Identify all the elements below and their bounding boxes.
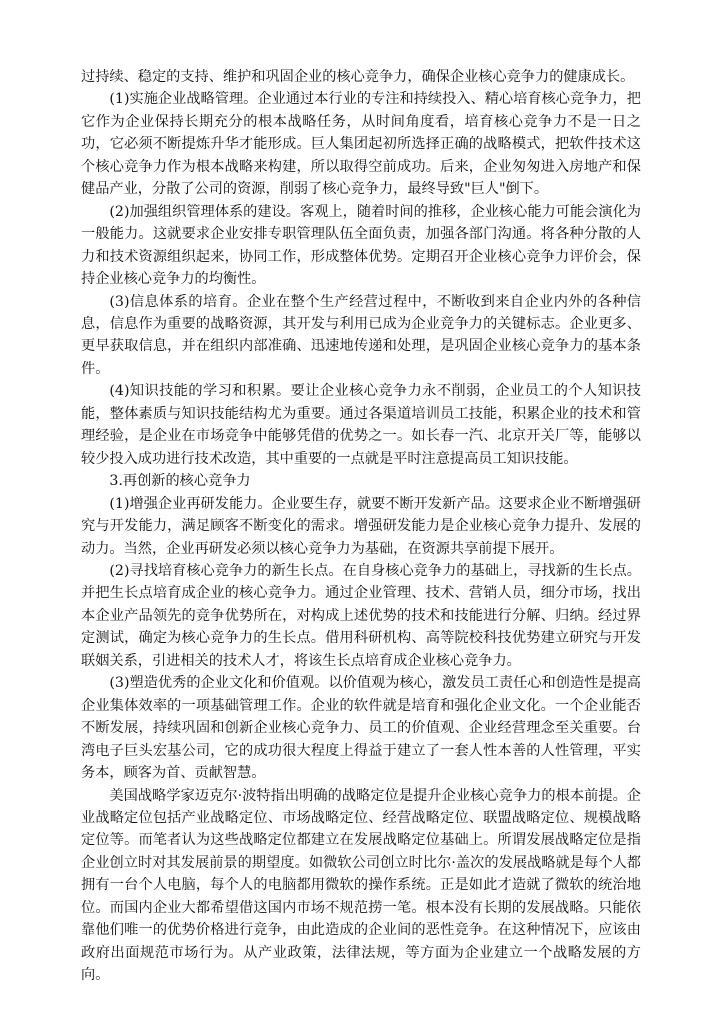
paragraph-growth-points: (2)寻找培育核心竞争力的新生长点。在自身核心竞争力的基础上，寻找新的生长点。并把生长点培育成企业的核心竞争力。通过企业管理、技术、营销人员，细分市场，找出本企业产品领先的竞争优势所在，对构成上述优势的技术和技能进行分解、归纳。经过界定测试，确定为核心竞争力的生长点。借用科研机构、高等院校科技优势建立研究与开发联姻关系，引进相关的技术人才，将该生长点培育成企业核心竞争力。 (81, 562, 641, 669)
paragraph-strategy-management: (1)实施企业战略管理。企业通过本行业的专注和持续投入、精心培育核心竞争力，把它作为企业保持长期充分的根本战略任务，从时间角度看，培育核心竞争力不是一日之功，它必须不断提炼升华才能形成。巨人集团起初所选择正确的战略模式，把软件技术这个核心竞争力作为根本战略来构建，所以取得空前成功。后来，企业匆匆进入房地产和保健品产业，分散了公司的资源，削弱了核心竞争力，最终导致"巨人"倒下。 (81, 91, 641, 198)
paragraph-corporate-culture: (3)塑造优秀的企业文化和价值观。以价值观为核心，激发员工责任心和创造性是提高企业集体效率的一项基础管理工作。企业的软件就是培育和强化企业文化。一个企业能否不断发展，持续巩固和创新企业核心竞争力、员工的价值观、企业经营理念至关重要。台湾电子巨头宏基公司，它的成功很大程度上得益于建立了一套人性本善的人性管理，平实务本，顾客为首、贡献智慧。 (81, 675, 641, 782)
paragraph-rd-capability: (1)增强企业再研发能力。企业要生存，就要不断开发新产品。这要求企业不断增强研究与开发能力，满足顾客不断变化的需求。增强研发能力是企业核心竞争力提升、发展的动力。当然，企业再研发必须以核心竞争力为基础，在资源共享前提下展开。 (81, 495, 641, 557)
paragraph-strategic-positioning: 美国战略学家迈克尔·波特指出明确的战略定位是提升企业核心竞争力的根本前提。企业战略定位包括产业战略定位、市场战略定位、经营战略定位、联盟战略定位、规模战略定位等。而笔者认为这些战略定位都建立在发展战略定位基础上。所谓发展战略定位是指企业创立时对其发展前景的期望度。如微软公司创立时比尔·盖次的发展战略就是每个人都拥有一台个人电脑，每个人的电脑都用微软的操作系统。正是如此才造就了微软的统治地位。而国内企业大都希望借这国内市场不规范捞一笔。根本没有长期的发展战略。只能依靠他们唯一的优势价格进行竞争，由此造成的企业间的恶性竞争。在这种情况下，应该由政府出面规范市场行为。从产业政策，法律法规，等方面为企业建立一个战略发展的方向。 (81, 787, 641, 984)
paragraph-continuation: 过持续、稳定的支持、维护和巩固企业的核心竞争力，确保企业核心竞争力的健康成长。 (81, 69, 635, 85)
paragraph-information-system: (3)信息体系的培育。企业在整个生产经营过程中，不断收到来自企业内外的各种信息，信息作为重要的战略资源，其开发与利用已成为企业竞争力的关键标志。企业更多、更早获取信息，并在组织内部准确、迅速地传递和处理，是巩固企业核心竞争力的基本条件。 (81, 293, 641, 377)
body-text (81, 66, 641, 987)
paragraph-knowledge-skills: (4)知识技能的学习和积累。要让企业核心竞争力永不削弱，企业员工的个人知识技能，整体素质与知识技能结构尤为重要。通过各渠道培训员工技能，积累企业的技术和管理经验，是企业在市场竞争中能够凭借的优势之一。如长春一汽、北京开关厂等，能够以较少投入成功进行技术改造，其中重要的一点就是平时注意提高员工知识技能。 (81, 383, 641, 467)
section-heading: 3.再创新的核心竞争力 (109, 473, 251, 490)
paragraph-organization-system: (2)加强组织管理体系的建设。客观上，随着时间的推移，企业核心能力可能会演化为一般能力。这就要求企业安排专职管理队伍全面负责，加强各部门沟通。将各种分散的人力和技术资源组织起来，协同工作，形成整体优势。定期召开企业核心竞争力评价会，保持企业核心竞争力的均衡性。 (81, 203, 641, 288)
